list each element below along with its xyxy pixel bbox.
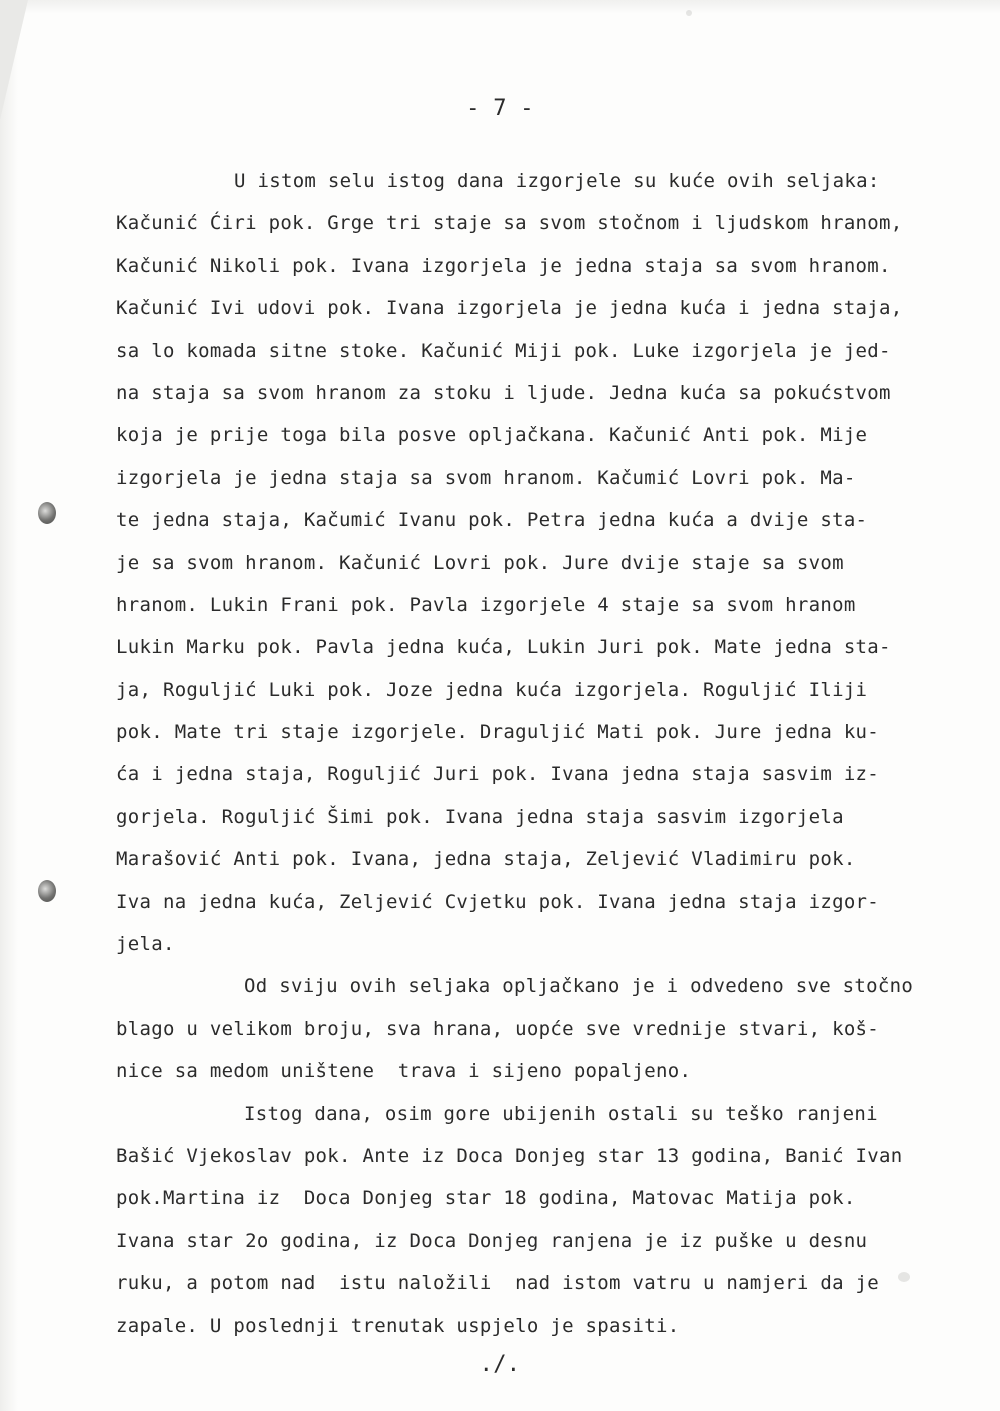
text-line: na staja sa svom hranom za stoku i ljude. Jedna kuća sa pokućstvom xyxy=(116,381,891,404)
text-line: ja, Roguljić Luki pok. Joze jedna kuća izgorjela. Roguljić Iliji xyxy=(116,678,868,701)
text-line: U istom selu istog dana izgorjele su kuće ovih seljaka: xyxy=(234,170,880,192)
page-top-edge-shadow xyxy=(0,0,1000,14)
text-line: Istog dana, osim gore ubijenih ostali su teško ranjeni xyxy=(244,1102,878,1125)
punch-hole-lower xyxy=(38,880,56,902)
text-line: pok. Mate tri staje izgorjele. Draguljić Mati pok. Jure jedna ku- xyxy=(116,721,880,744)
text-line: te jedna staja, Kačumić Ivanu pok. Petra jedna kuća a dvije sta- xyxy=(116,509,868,532)
text-line: ća i jedna staja, Roguljić Juri pok. Ivana jedna staja sasvim iz- xyxy=(116,763,880,786)
punch-hole-upper xyxy=(38,502,56,524)
page-number: - 7 - xyxy=(466,96,534,121)
text-line: jela. xyxy=(116,933,175,956)
text-line: Od sviju ovih seljaka opljačkano je i odvedeno sve stočno xyxy=(244,975,914,998)
text-line: Kačunić Ivi udovi pok. Ivana izgorjela je jedna kuća i jedna staja, xyxy=(116,297,903,320)
text-line: gorjela. Roguljić Šimi pok. Ivana jedna staja sasvim izgorjela xyxy=(116,805,844,828)
page-left-edge-shadow xyxy=(0,0,18,1411)
text-line: Bašić Vjekoslav pok. Ante iz Doca Donjeg star 13 godina, Banić Ivan xyxy=(116,1144,903,1167)
text-line: izgorjela je jedna staja sa svom hranom. Kačumić Lovri pok. Ma- xyxy=(116,466,856,489)
text-line: Lukin Marku pok. Pavla jedna kuća, Lukin Juri pok. Mate jedna sta- xyxy=(116,636,891,659)
text-line: hranom. Lukin Frani pok. Pavla izgorjele 4 staje sa svom hranom xyxy=(116,593,856,616)
text-line: je sa svom hranom. Kačunić Lovri pok. Jure dvije staje sa svom xyxy=(116,551,844,574)
text-line: nice sa medom uništene trava i sijeno popaljeno. xyxy=(116,1060,692,1083)
text-line: blago u velikom broju, sva hrana, uopće sve vrednije stvari, koš- xyxy=(116,1017,880,1040)
text-line: Kačunić Ćiri pok. Grge tri staje sa svom stočnom i ljudskom hranom, xyxy=(116,212,903,235)
document-body xyxy=(116,160,946,1347)
text-line: pok.Martina iz Doca Donjeg star 18 godina, Matovac Matija pok. xyxy=(116,1187,856,1210)
text-line: Kačunić Nikoli pok. Ivana izgorjela je jedna staja sa svom hranom. xyxy=(116,254,891,277)
text-line: koja je prije toga bila posve opljačkana. Kačunić Anti pok. Mije xyxy=(116,424,868,447)
ink-smudge xyxy=(686,10,692,16)
text-line: Marašović Anti pok. Ivana, jedna staja, Zeljević Vladimiru pok. xyxy=(116,848,856,871)
text-line: Ivana star 2o godina, iz Doca Donjeg ranjena je iz puške u desnu xyxy=(116,1229,868,1252)
text-line: sa lo komada sitne stoke. Kačunić Miji pok. Luke izgorjela je jed- xyxy=(116,339,891,362)
continuation-mark: ./. xyxy=(479,1352,521,1377)
text-line: zapale. U poslednji trenutak uspjelo je spasiti. xyxy=(116,1314,680,1337)
text-line: Iva na jedna kuća, Zeljević Cvjetku pok. Ivana jedna staja izgor- xyxy=(116,890,880,913)
text-line: ruku, a potom nad istu naložili nad istom vatru u namjeri da je xyxy=(116,1272,880,1295)
